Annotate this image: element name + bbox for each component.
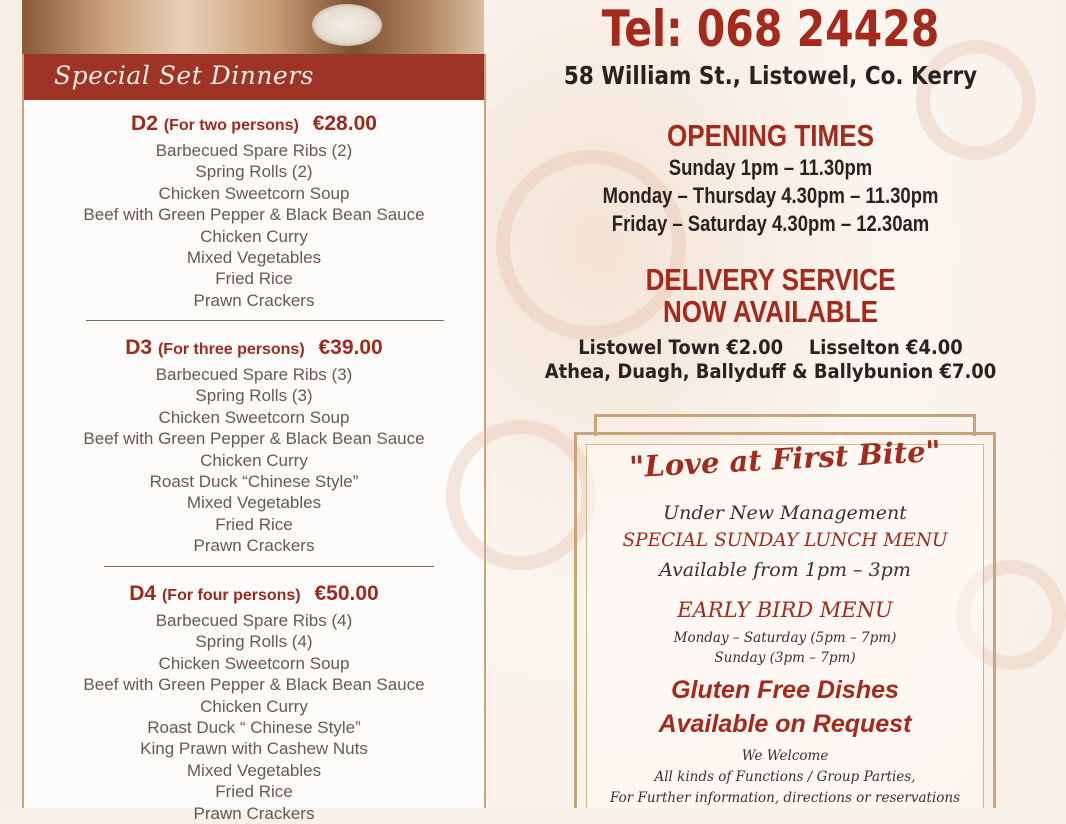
early-bird-sunday: Sunday (3pm – 7pm) [714, 650, 856, 666]
gluten-free-line: Gluten Free Dishes [671, 676, 899, 704]
management-note: Under New Management [663, 502, 907, 524]
promo-box [574, 414, 996, 808]
dish-item: Chicken Sweetcorn Soup [158, 183, 350, 203]
food-photo [22, 0, 484, 54]
info-panel [486, 0, 1055, 808]
set-dinners-panel [0, 0, 486, 823]
set-price: €28.00 [312, 112, 377, 135]
dish-item: Barbecued Spare Ribs (2) [155, 141, 353, 160]
set-code: D3 [125, 336, 153, 359]
dish-item: Chicken Sweetcorn Soup [158, 653, 350, 673]
section-banner [24, 54, 484, 100]
set-price: €50.00 [314, 582, 379, 605]
set-heading [24, 110, 484, 140]
set-price: €39.00 [318, 336, 383, 359]
dish-item: King Prawn with Cashew Nuts [140, 739, 368, 759]
phone-number: Tel: 068 24428 [601, 0, 940, 58]
reservations-line: For Further information, directions or reservations [609, 790, 961, 806]
set-heading [24, 334, 484, 364]
slogan: "Love at First Bite" [628, 433, 942, 485]
menu-body [24, 100, 484, 823]
sunday-lunch-title: SPECIAL SUNDAY LUNCH MENU [622, 530, 948, 551]
hours-line: Friday – Saturday 4.30pm – 12.30am [611, 211, 930, 236]
dish-item: Chicken Curry [200, 696, 308, 716]
sunday-lunch-time: Available from 1pm – 3pm [659, 559, 911, 581]
dish-item: Mixed Vegetables [186, 493, 322, 513]
dish-item: Roast Duck “Chinese Style” [149, 472, 359, 492]
divider [104, 566, 434, 567]
set-d4 [24, 580, 484, 824]
opening-times-heading: OPENING TIMES [667, 118, 874, 153]
functions-line: All kinds of Functions / Group Parties, [654, 769, 916, 785]
dish-item: Roast Duck “ Chinese Style” [147, 718, 361, 738]
dish-item: Beef with Green Pepper & Black Bean Sauce [83, 675, 425, 695]
divider [86, 320, 444, 321]
dish-item: Mixed Vegetables [186, 248, 322, 268]
address: 58 William St., Listowel, Co. Kerry [563, 61, 978, 90]
dish-item: Fried Rice [215, 514, 293, 534]
delivery-zone: Listowel Town €2.00 [578, 336, 784, 359]
gluten-free-line: Available on Request [658, 710, 912, 738]
set-d2 [24, 110, 484, 311]
delivery-heading-line: NOW AVAILABLE [662, 294, 879, 329]
set-heading [24, 580, 484, 610]
set-code: D2 [131, 112, 158, 135]
set-persons: (For two persons) [163, 117, 299, 134]
rice-bowl-image [312, 4, 382, 46]
delivery-zone: Athea, Duagh, Ballyduff & Ballybunion €7.00 [544, 360, 997, 383]
set-persons: (For three persons) [157, 341, 305, 358]
dish-item: Fried Rice [215, 269, 293, 289]
hours-line: Sunday 1pm – 11.30pm [668, 155, 873, 180]
early-bird-weekday: Monday – Saturday (5pm – 7pm) [673, 630, 897, 646]
delivery-heading-line: DELIVERY SERVICE [645, 262, 896, 297]
early-bird-title: EARLY BIRD MENU [677, 598, 893, 622]
dish-item: Barbecued Spare Ribs (3) [155, 365, 353, 384]
set-persons: (For four persons) [161, 587, 301, 604]
dish-item: Chicken Curry [200, 450, 308, 470]
dish-item: Chicken Curry [200, 226, 308, 246]
dish-item: Prawn Crackers [193, 290, 315, 310]
dish-item: Beef with Green Pepper & Black Bean Sauce [83, 205, 425, 225]
welcome-line: We Welcome [741, 748, 829, 764]
delivery-heading [532, 264, 1010, 328]
set-d3 [24, 334, 484, 557]
hours-line: Monday – Thursday 4.30pm – 11.30pm [602, 183, 939, 208]
dish-item: Prawn Crackers [193, 536, 315, 556]
dish-item: Fried Rice [215, 782, 293, 802]
section-title: Special Set Dinners [54, 61, 315, 90]
dish-item: Chicken Sweetcorn Soup [158, 407, 350, 427]
dish-item: Prawn Crackers [193, 803, 315, 823]
dish-item: Spring Rolls (2) [195, 162, 313, 182]
dish-item: Spring Rolls (4) [195, 632, 313, 652]
delivery-zones-row [509, 336, 1032, 360]
dish-item: Mixed Vegetables [186, 760, 322, 780]
dish-item: Spring Rolls (3) [195, 386, 313, 406]
delivery-zone: Lisselton €4.00 [808, 336, 963, 359]
set-code: D4 [129, 582, 157, 605]
dish-item: Barbecued Spare Ribs (4) [155, 611, 353, 630]
dish-item: Beef with Green Pepper & Black Bean Sauce [83, 429, 425, 449]
